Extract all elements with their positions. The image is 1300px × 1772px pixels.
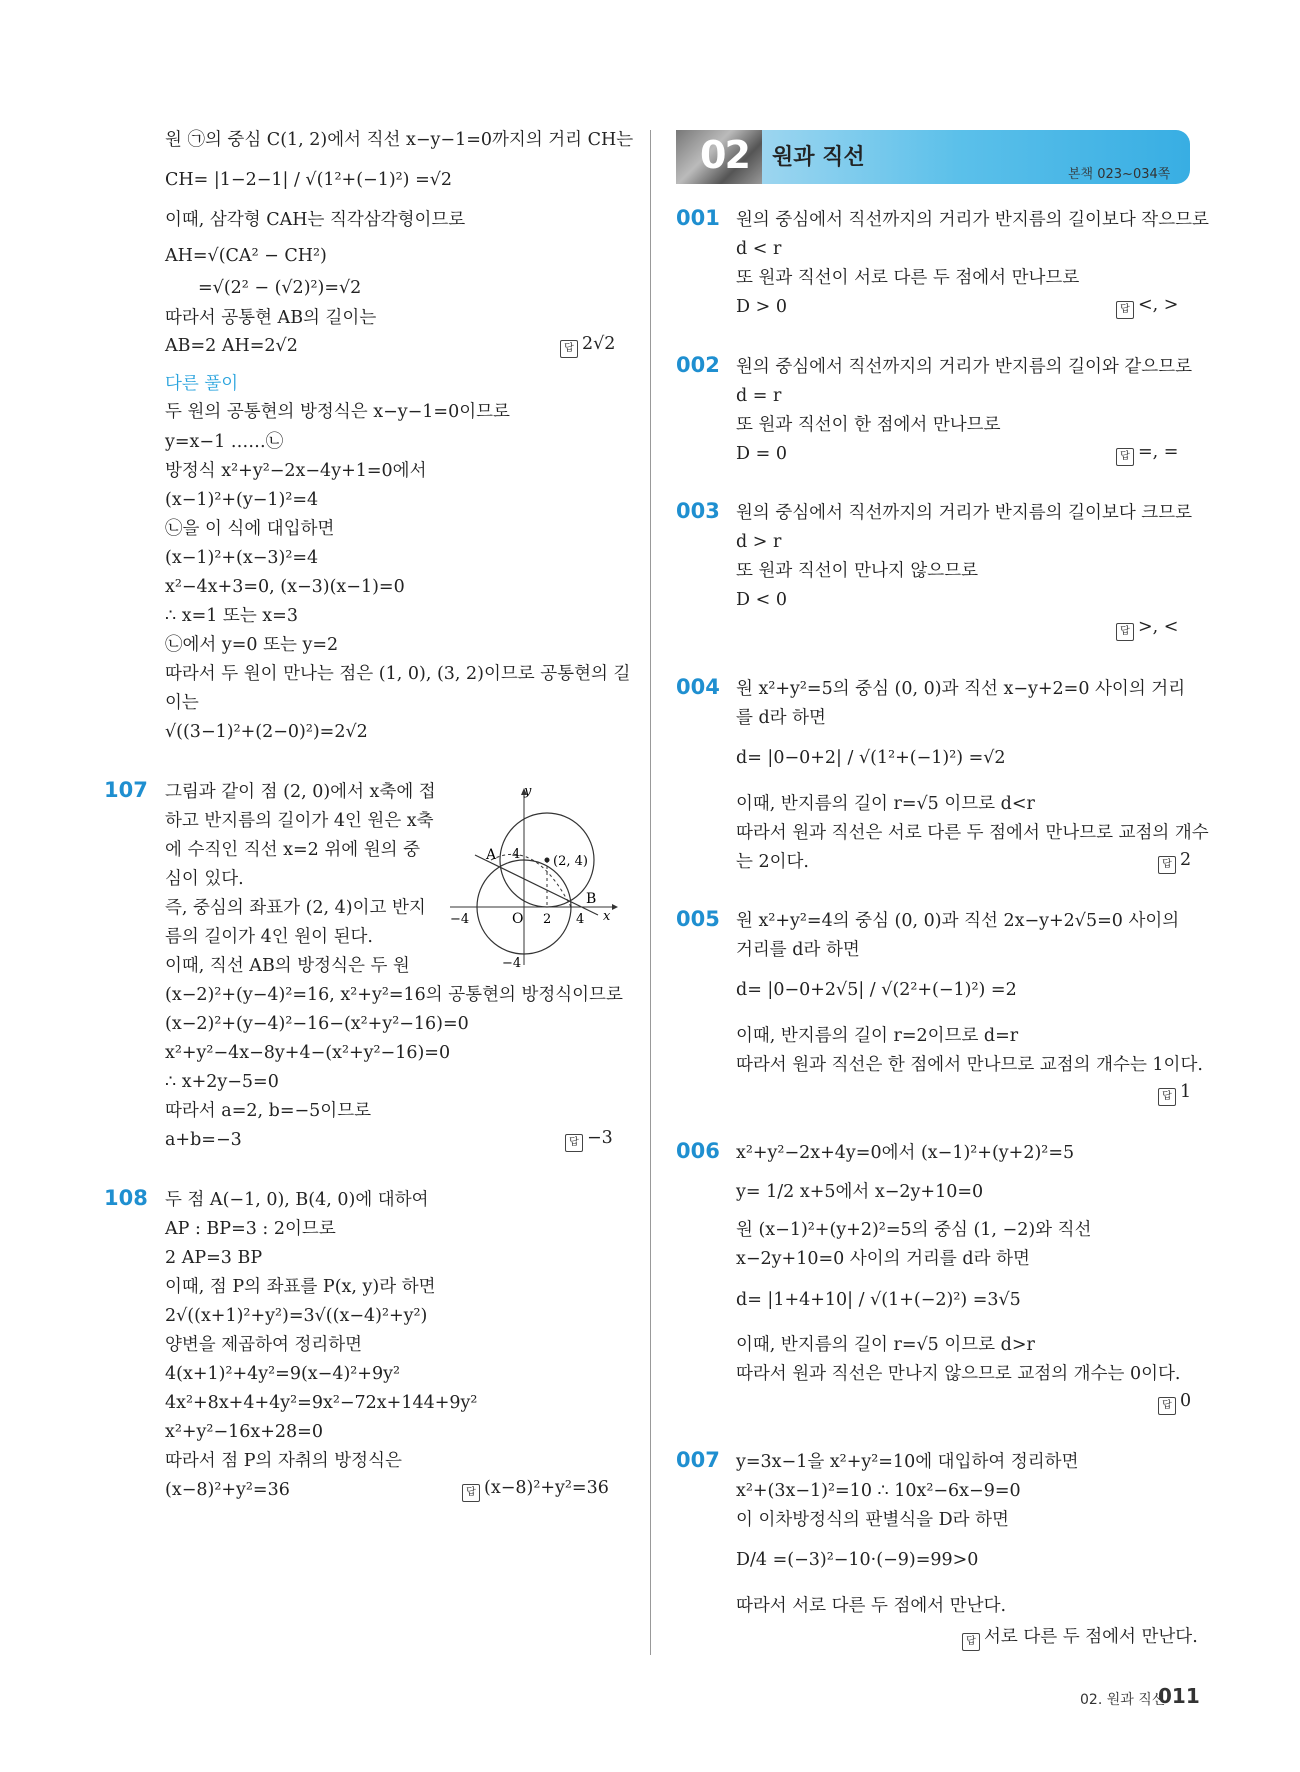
answer-text: >, <	[1138, 617, 1179, 637]
text-line: d = r	[736, 386, 782, 406]
answer-mark: 답	[962, 1633, 980, 1651]
text-line: 따라서 점 P의 자취의 방정식은	[165, 1451, 402, 1471]
answer-text: 서로 다른 두 점에서 만난다.	[984, 1627, 1198, 1647]
text-line: 원의 중심에서 직선까지의 거리가 반지름의 길이와 같으므로	[736, 357, 1192, 377]
answer	[1116, 295, 1178, 319]
text-line: 양변을 제곱하여 정리하면	[165, 1335, 363, 1355]
text-line: AP : BP=3 : 2이므로	[165, 1219, 336, 1239]
answer	[1158, 850, 1191, 874]
answer-mark: 답	[1158, 1088, 1176, 1106]
text-line: 2 AP=3 BP	[165, 1248, 263, 1268]
text-line: 하고 반지름의 길이가 4인 원은 x축	[165, 811, 434, 831]
alt-solution-heading: 다른 풀이	[165, 374, 239, 394]
text-line: (x−2)²+(y−4)²=16, x²+y²=16의 공통현의 방정식이므로	[165, 985, 623, 1005]
tick-2: 2	[543, 912, 552, 927]
text-line: x²+(3x−1)²=10 ∴ 10x²−6x−9=0	[736, 1481, 1021, 1501]
text-line: ∴ x+2y−5=0	[165, 1072, 279, 1092]
problem-number: 107	[104, 778, 148, 802]
text-line: x²−4x+3=0, (x−3)(x−1)=0	[165, 577, 405, 597]
answer-text: 0	[1180, 1391, 1192, 1411]
text-line: 이때, 반지름의 길이 r=√5 이므로 d<r	[736, 794, 1035, 814]
problem-number: 002	[676, 353, 720, 377]
text-line: 이때, 점 P의 좌표를 P(x, y)라 하면	[165, 1277, 436, 1297]
text-line: (x−1)²+(x−3)²=4	[165, 548, 319, 568]
text-line: 또 원과 직선이 만나지 않으므로	[736, 561, 979, 581]
x-arrow	[612, 904, 618, 910]
tick-neg4y: −4	[502, 956, 522, 971]
answer-mark: 답	[560, 340, 578, 358]
text-line: 이때, 반지름의 길이 r=2이므로 d=r	[736, 1026, 1019, 1046]
text-line: y=3x−1을 x²+y²=10에 대입하여 정리하면	[736, 1452, 1079, 1472]
text-line: 원 x²+y²=5의 중심 (0, 0)과 직선 x−y+2=0 사이의 거리	[736, 679, 1186, 699]
text-line: AB=2 AH=2√2	[165, 336, 298, 356]
circle-figure	[440, 785, 620, 975]
text-line: 이때, 반지름의 길이 r=√5 이므로 d>r	[736, 1335, 1035, 1355]
text-line: 이 이차방정식의 판별식을 D라 하면	[736, 1510, 1009, 1530]
label-A: A	[486, 847, 497, 863]
text-line: 4(x+1)²+4y²=9(x−4)²+9y²	[165, 1364, 401, 1384]
problem-number: 007	[676, 1448, 720, 1472]
text-line: 원 ㉠의 중심 C(1, 2)에서 직선 x−y−1=0까지의 거리 CH는	[165, 130, 634, 150]
problem-number: 006	[676, 1139, 720, 1163]
text-line: x²+y²−16x+28=0	[165, 1422, 323, 1442]
answer-text: 2√2	[582, 334, 616, 354]
answer-text: =, =	[1138, 442, 1179, 462]
text-line: 원 x²+y²=4의 중심 (0, 0)과 직선 2x−y+2√5=0 사이의	[736, 911, 1180, 931]
answer	[462, 1478, 609, 1502]
text-line: D > 0	[736, 297, 787, 317]
tick-4x: 4	[576, 912, 585, 927]
text-line: (x−8)²+y²=36	[165, 1480, 290, 1500]
answer-text: 1	[1180, 1082, 1192, 1102]
text-line: 방정식 x²+y²−2x−4y+1=0에서	[165, 461, 427, 481]
text-line: a+b=−3	[165, 1130, 242, 1150]
text-line: D < 0	[736, 590, 787, 610]
problem-number: 001	[676, 206, 720, 230]
answer-mark: 답	[1158, 856, 1176, 874]
y-label: y	[524, 785, 532, 799]
text-line: 4x²+8x+4+4y²=9x²−72x+144+9y²	[165, 1393, 478, 1413]
text-line: 이때, 삼각형 CAH는 직각삼각형이므로	[165, 210, 466, 230]
text-line: 따라서 원과 직선은 서로 다른 두 점에서 만나므로 교점의 개수	[736, 823, 1209, 843]
text-line: 두 원의 공통현의 방정식은 x−y−1=0이므로	[165, 402, 510, 422]
section-number: 02	[700, 133, 749, 177]
problem-number: 004	[676, 675, 720, 699]
x-label: x	[603, 909, 611, 924]
text-line: 즉, 중심의 좌표가 (2, 4)이고 반지	[165, 898, 426, 918]
text-line: 2√((x+1)²+y²)=3√((x−4)²+y²)	[165, 1306, 428, 1326]
answer	[962, 1623, 1198, 1651]
answer-mark: 답	[462, 1484, 480, 1502]
text-line: AH=√(CA² − CH²)	[165, 246, 327, 266]
text-line: 원의 중심에서 직선까지의 거리가 반지름의 길이보다 작으므로	[736, 210, 1209, 230]
text-line: y=x−1 ……㉡	[165, 432, 284, 452]
answer-text: (x−8)²+y²=36	[484, 1478, 609, 1498]
answer	[565, 1128, 613, 1152]
text-line: ㉡에서 y=0 또는 y=2	[165, 635, 339, 655]
page-number: 011	[1158, 1684, 1200, 1708]
answer-text: −3	[587, 1128, 613, 1148]
answer-text: <, >	[1138, 295, 1179, 315]
text-line: 또 원과 직선이 서로 다른 두 점에서 만나므로	[736, 268, 1080, 288]
text-line: D = 0	[736, 444, 787, 464]
text-line: (x−2)²+(y−4)²−16−(x²+y²−16)=0	[165, 1014, 469, 1034]
text-line: D/4 =(−3)²−10·(−9)=99>0	[736, 1550, 979, 1570]
answer	[560, 334, 615, 358]
text-line: √((3−1)²+(2−0)²)=2√2	[165, 722, 368, 742]
answer	[1116, 442, 1178, 466]
problem-number: 005	[676, 907, 720, 931]
text-line: x²+y²−4x−8y+4−(x²+y²−16)=0	[165, 1043, 451, 1063]
text-line: 두 점 A(−1, 0), B(4, 0)에 대하여	[165, 1190, 429, 1210]
text-line: 원 (x−1)²+(y+2)²=5의 중심 (1, −2)와 직선	[736, 1220, 1092, 1240]
text-line: d= |1+4+10| / √(1+(−2)²) =3√5	[736, 1290, 1021, 1310]
tick-4: 4	[512, 847, 521, 862]
text-line: 이는	[165, 693, 199, 713]
text-line: y= 1/2 x+5에서 x−2y+10=0	[736, 1182, 984, 1202]
text-line: x²+y²−2x+4y=0에서 (x−1)²+(y+2)²=5	[736, 1143, 1075, 1163]
problem-number: 003	[676, 499, 720, 523]
text-line: d= |0−0+2√5| / √(2²+(−1)²) =2	[736, 980, 1017, 1000]
answer-mark: 답	[1116, 448, 1134, 466]
text-line: 는 2이다.	[736, 852, 809, 872]
text-line: (x−1)²+(y−1)²=4	[165, 490, 319, 510]
footer-chapter: 02. 원과 직선	[1080, 1692, 1166, 1708]
answer	[1158, 1082, 1191, 1106]
text-line: d= |0−0+2| / √(1²+(−1)²) =√2	[736, 748, 1006, 768]
text-line: =√(2² − (√2)²)=√2	[198, 278, 362, 298]
text-line: 그림과 같이 점 (2, 0)에서 x축에 접	[165, 782, 436, 802]
text-line: 원의 중심에서 직선까지의 거리가 반지름의 길이보다 크므로	[736, 503, 1192, 523]
problem-number: 108	[104, 1186, 148, 1210]
answer-mark: 답	[1116, 301, 1134, 319]
text-line: 따라서 a=2, b=−5이므로	[165, 1101, 372, 1121]
answer-mark: 답	[1158, 1397, 1176, 1415]
text-line: 거리를 d라 하면	[736, 940, 860, 960]
text-line: 를 d라 하면	[736, 708, 826, 728]
text-line: 따라서 두 원이 만나는 점은 (1, 0), (3, 2)이므로 공통현의 길	[165, 664, 631, 684]
text-line: ㉡을 이 식에 대입하면	[165, 519, 335, 539]
section-reference: 본책 023~034쪽	[1068, 167, 1171, 182]
answer-mark: 답	[1116, 623, 1134, 641]
label-B: B	[586, 891, 597, 907]
text-line: 이때, 직선 AB의 방정식은 두 원	[165, 956, 410, 976]
center-point	[545, 858, 550, 863]
text-line: ∴ x=1 또는 x=3	[165, 606, 298, 626]
text-line: 심이 있다.	[165, 869, 244, 889]
text-line: 따라서 원과 직선은 한 점에서 만나므로 교점의 개수는 1이다.	[736, 1055, 1203, 1075]
text-line: 에 수직인 직선 x=2 위에 원의 중	[165, 840, 420, 860]
column-divider	[650, 130, 651, 1655]
tick-neg4: −4	[450, 912, 470, 927]
section-title: 원과 직선	[772, 145, 865, 170]
text-line: 따라서 원과 직선은 만나지 않으므로 교점의 개수는 0이다.	[736, 1364, 1181, 1384]
answer-mark: 답	[565, 1134, 583, 1152]
text-line: 름의 길이가 4인 원이 된다.	[165, 927, 373, 947]
center-label: (2, 4)	[553, 854, 588, 869]
text-line: d > r	[736, 532, 782, 552]
text-line: d < r	[736, 239, 782, 259]
answer	[1158, 1391, 1191, 1415]
answer-text: 2	[1180, 850, 1192, 870]
text-line: 따라서 공통현 AB의 길이는	[165, 308, 377, 328]
text-line: 따라서 서로 다른 두 점에서 만난다.	[736, 1596, 1007, 1616]
label-O: O	[512, 911, 524, 927]
text-line: x−2y+10=0 사이의 거리를 d라 하면	[736, 1249, 1030, 1269]
text-line: 또 원과 직선이 한 점에서 만나므로	[736, 415, 1001, 435]
answer	[1116, 617, 1178, 641]
text-line: CH= |1−2−1| / √(1²+(−1)²) =√2	[165, 170, 453, 190]
